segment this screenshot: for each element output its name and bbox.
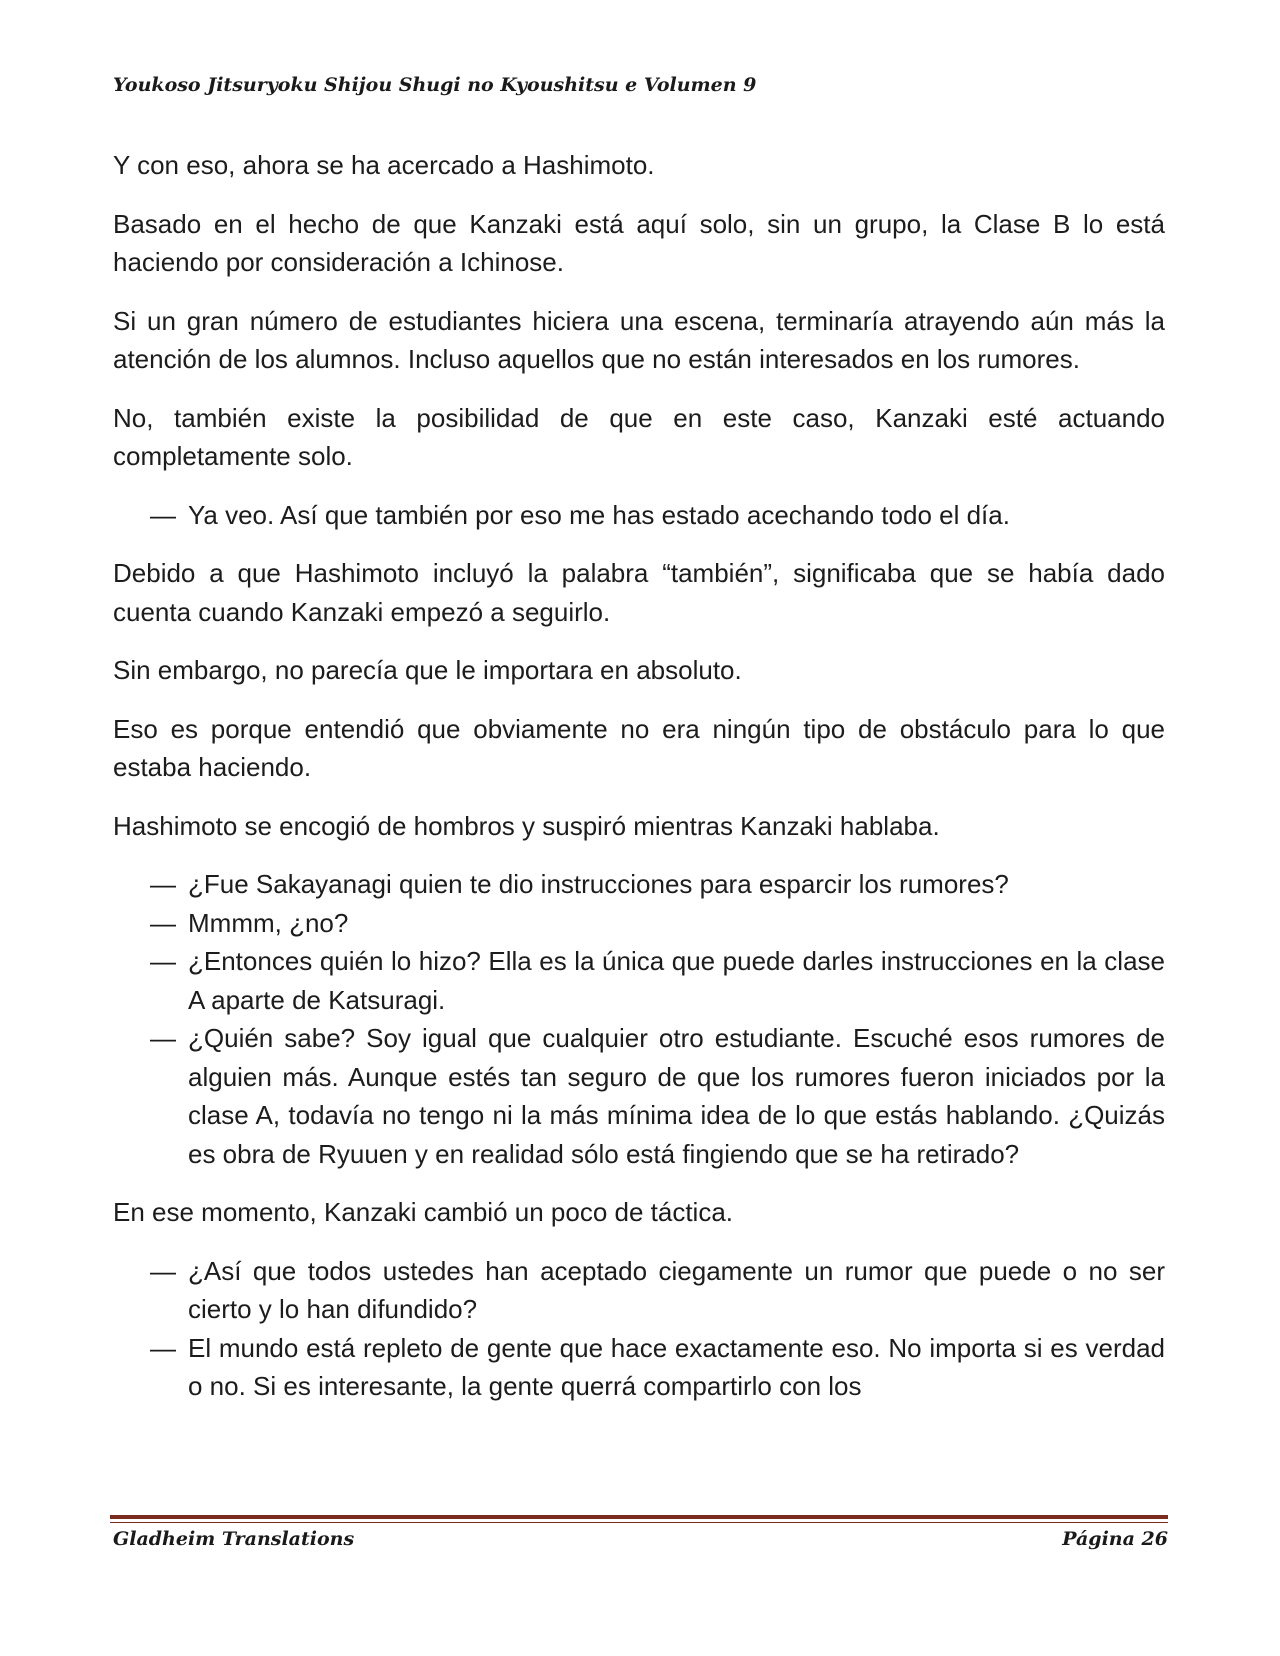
dialogue-dash: —: [150, 946, 176, 976]
footer-page-number: Página 26: [1062, 1528, 1168, 1550]
page-body: [113, 146, 1165, 1426]
dialogue-text: ¿Así que todos ustedes han aceptado ciegamente un rumor que puede o no ser cierto y lo han difundido?: [188, 1255, 1165, 1324]
dialogue-text: Mmmm, ¿no?: [188, 907, 349, 938]
footer-translator: Gladheim Translations: [113, 1528, 355, 1550]
paragraph: Basado en el hecho de que Kanzaki está aquí solo, sin un grupo, la Clase B lo está haciendo por consideración a Ichinose.: [113, 208, 1165, 277]
dialogue-line: [113, 1019, 1165, 1173]
dialogue-dash: —: [150, 907, 176, 938]
paragraph: Sin embargo, no parecía que le importara en absoluto.: [113, 655, 742, 685]
dialogue-text: ¿Fue Sakayanagi quien te dio instrucciones para esparcir los rumores?: [188, 869, 1009, 899]
dialogue-line: [113, 942, 1165, 1019]
paragraph: Y con eso, ahora se ha acercado a Hashimoto.: [113, 150, 655, 180]
dialogue-line: [113, 496, 1165, 535]
dialogue-line: [113, 904, 1165, 943]
paragraph: Hashimoto se encogió de hombros y suspiró mientras Kanzaki hablaba.: [113, 810, 940, 841]
dialogue-line: [113, 1329, 1165, 1406]
dialogue-text: Ya veo. Así que también por eso me has estado acechando todo el día.: [188, 499, 1010, 530]
dialogue-dash: —: [150, 499, 176, 530]
dialogue-line: [113, 865, 1165, 904]
paragraph: No, también existe la posibilidad de que en este caso, Kanzaki esté actuando completamente solo.: [113, 402, 1165, 471]
dialogue-dash: —: [150, 1023, 176, 1053]
footer-divider-thin: [110, 1522, 1168, 1523]
dialogue-dash: —: [150, 869, 176, 899]
paragraph: Si un gran número de estudiantes hiciera una escena, terminaría atrayendo aún más la atención de los alumnos. Incluso aquellos que no están interesados en los rumores.: [113, 305, 1165, 374]
dialogue-text: ¿Quién sabe? Soy igual que cualquier otro estudiante. Escuché esos rumores de alguien más. Aunque estés tan seguro de que los rumores fueron iniciados por la clase A, todavía no tengo ni la más mínima idea de lo que estás hablando. ¿Quizás es obra de Ryuuen y en realidad sólo está fingiendo que se ha retirado?: [188, 1023, 1165, 1169]
paragraph: Eso es porque entendió que obviamente no era ningún tipo de obstáculo para lo que estaba haciendo.: [113, 713, 1165, 782]
dialogue-dash: —: [150, 1332, 176, 1363]
dialogue-block: [113, 865, 1165, 1173]
paragraph: Debido a que Hashimoto incluyó la palabra “también”, significaba que se había dado cuenta cuando Kanzaki empezó a seguirlo.: [113, 558, 1165, 627]
dialogue-line: [113, 1252, 1165, 1329]
page-header-title: Youkoso Jitsuryoku Shijou Shugi no Kyoushitsu e Volumen 9: [113, 74, 757, 96]
footer-divider: [110, 1515, 1168, 1519]
dialogue-dash: —: [150, 1255, 176, 1286]
paragraph: En ese momento, Kanzaki cambió un poco de táctica.: [113, 1197, 734, 1227]
dialogue-text: ¿Entonces quién lo hizo? Ella es la única que puede darles instrucciones en la clase A aparte de Katsuragi.: [188, 946, 1165, 1015]
dialogue-block: [113, 1252, 1165, 1406]
dialogue-text: El mundo está repleto de gente que hace exactamente eso. No importa si es verdad o no. Si es interesante, la gente querrá compartirlo con los: [188, 1332, 1165, 1401]
